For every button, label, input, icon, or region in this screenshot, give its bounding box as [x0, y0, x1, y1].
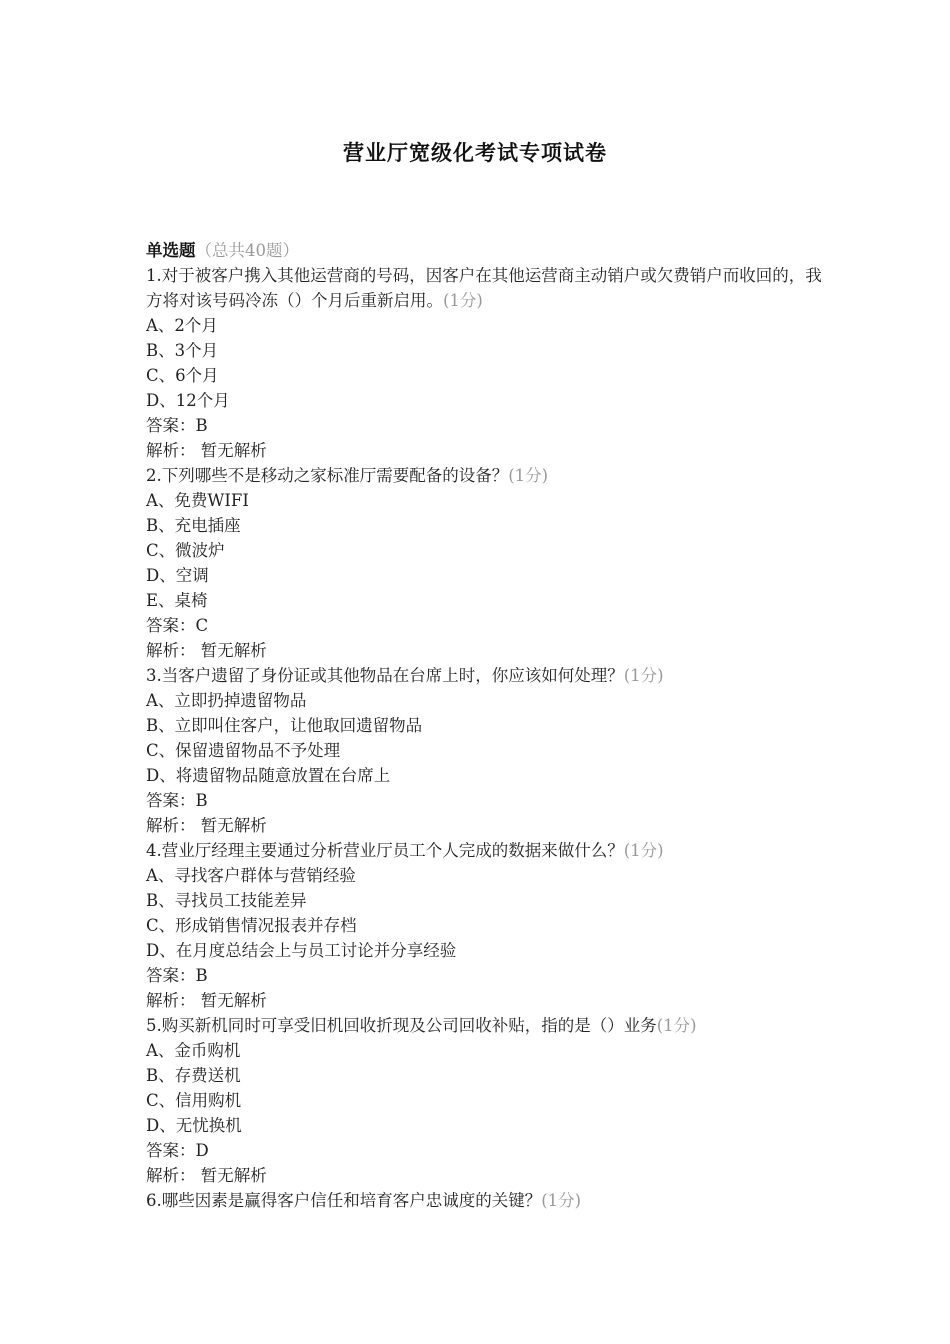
analysis: 解析： 暂无解析 [146, 441, 267, 460]
exam-body [146, 238, 826, 1213]
question-score: (1分) [656, 1016, 697, 1035]
option: C、6个月 [146, 366, 219, 385]
analysis: 解析： 暂无解析 [146, 816, 267, 835]
option: B、寻找员工技能差异 [146, 891, 307, 910]
option: A、寻找客户群体与营销经验 [146, 866, 356, 885]
question-score: (1分) [541, 1191, 582, 1210]
option: C、保留遗留物品不予处理 [146, 741, 341, 760]
analysis: 解析： 暂无解析 [146, 641, 267, 660]
option: A、2个月 [146, 316, 218, 335]
option: B、立即叫住客户，让他取回遗留物品 [146, 716, 423, 735]
question-score: (1分) [623, 841, 664, 860]
answer: 答案：B [146, 966, 208, 985]
option: A、免费WIFI [146, 491, 249, 510]
option: E、桌椅 [146, 591, 208, 610]
question-stem: 6.哪些因素是赢得客户信任和培育客户忠诚度的关键？(1分) [146, 1191, 582, 1210]
option: C、信用购机 [146, 1091, 242, 1110]
analysis: 解析： 暂无解析 [146, 1166, 267, 1185]
answer: 答案：D [146, 1141, 209, 1160]
option: B、3个月 [146, 341, 219, 360]
option: A、立即扔掉遗留物品 [146, 691, 307, 710]
option: D、在月度总结会上与员工讨论并分享经验 [146, 941, 457, 960]
answer: 答案：C [146, 616, 209, 635]
question-stem: 3.当客户遗留了身份证或其他物品在台席上时，你应该如何处理？(1分) [146, 666, 664, 685]
question-score: (1分) [443, 291, 483, 310]
option: B、存费送机 [146, 1066, 241, 1085]
answer: 答案：B [146, 791, 208, 810]
option: D、无忧换机 [146, 1116, 242, 1135]
question-stem: 5.购买新机同时可享受旧机回收折现及公司回收补贴，指的是（）业务(1分) [146, 1016, 697, 1035]
option: A、金币购机 [146, 1041, 241, 1060]
question-score: (1分) [623, 666, 664, 685]
question-stem: 2.下列哪些不是移动之家标准厅需要配备的设备？(1分) [146, 466, 549, 485]
option: C、微波炉 [146, 541, 225, 560]
question-stem: 1.对于被客户携入其他运营商的号码，因客户在其他运营商主动销户或欠费销户而收回的，我方将对该号码冷冻（）个月后重新启用。(1分) [146, 266, 822, 310]
option: B、充电插座 [146, 516, 241, 535]
page-title: 营业厅宽级化考试专项试卷 [343, 140, 607, 165]
question-stem: 4.营业厅经理主要通过分析营业厅员工个人完成的数据来做什么？(1分) [146, 841, 664, 860]
question-score: (1分) [508, 466, 549, 485]
option: D、空调 [146, 566, 209, 585]
option: C、形成销售情况报表并存档 [146, 916, 357, 935]
section-label: 单选题 [146, 241, 196, 260]
option: D、12个月 [146, 391, 230, 410]
analysis: 解析： 暂无解析 [146, 991, 267, 1010]
answer: 答案：B [146, 416, 208, 435]
option: D、将遗留物品随意放置在台席上 [146, 766, 391, 785]
section-count: （总共40题） [195, 241, 299, 260]
section-heading [146, 238, 826, 263]
